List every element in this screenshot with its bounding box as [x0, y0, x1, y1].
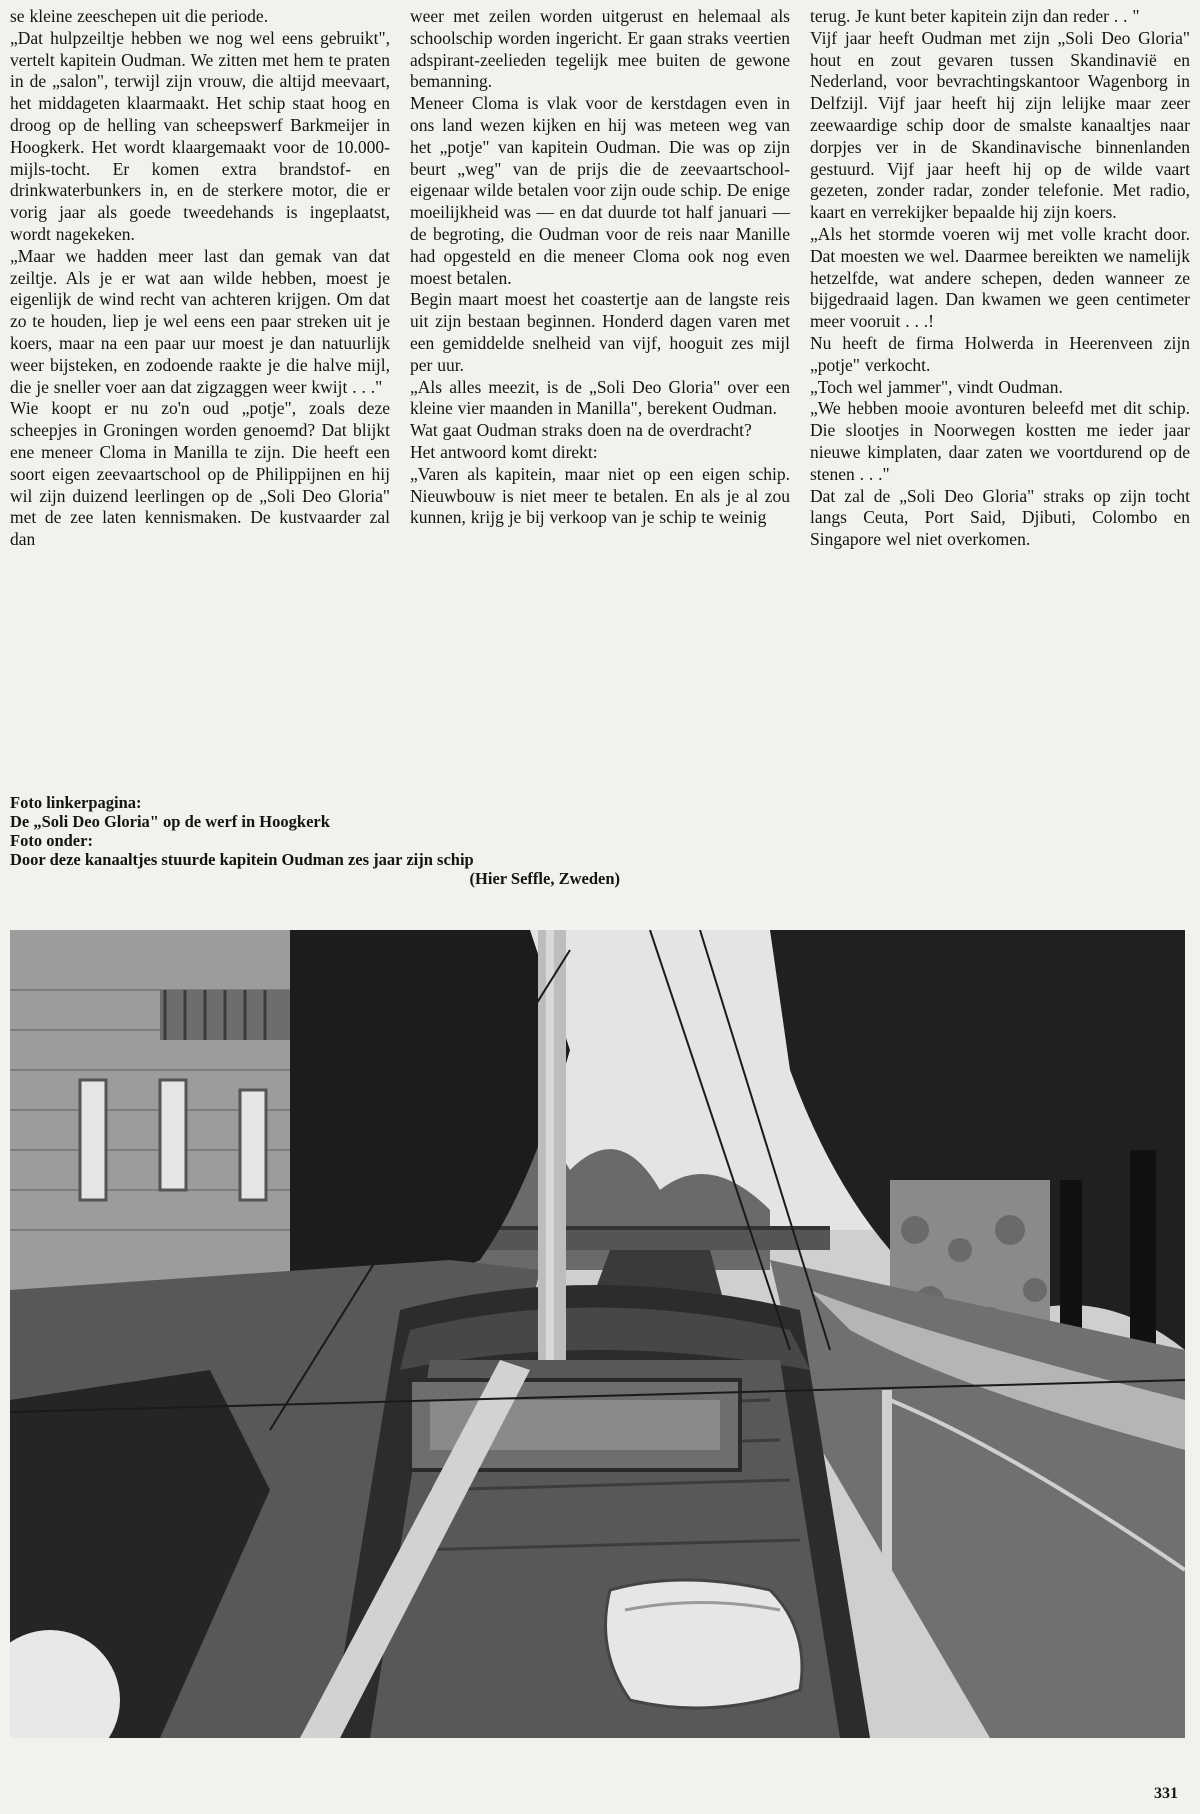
canal-photo	[10, 930, 1185, 1738]
paragraph: Wie koopt er nu zo'n oud „potje", zoals deze scheepjes in Groningen worden genoemd? Dat blijkt ene meneer Cloma in Manilla te zijn. Die heeft een soort eigen zeevaartschool op de Philippijnen en hij wil zijn duizend leerlingen op de „Soli Deo Gloria" met de zee laten kennismaken. De kustvaarder zal dan	[10, 398, 390, 550]
paragraph: „Toch wel jammer", vindt Oudman.	[810, 376, 1063, 397]
paragraph: „Als het stormde voeren wij met volle kracht door. Dat moesten we wel. Daarmee bereikten we namelijk hetzelfde, wat andere schepen, deden wanneer ze bijgedraaid lagen. Dan kwamen we geen centimeter meer vooruit . . .!	[810, 223, 1190, 332]
paragraph: terug. Je kunt beter kapitein zijn dan reder . . "	[810, 6, 1140, 26]
paragraph: „Als alles meezit, is de „Soli Deo Gloria" over een kleine vier maanden in Manilla", berekent Oudman.	[410, 376, 790, 419]
article-columns	[10, 6, 1190, 748]
paragraph: Nu heeft de firma Holwerda in Heerenveen zijn „potje" verkocht.	[810, 332, 1190, 375]
caption-line: (Hier Seffle, Zweden)	[469, 869, 620, 888]
caption-line: Foto linkerpagina:	[10, 793, 142, 812]
caption-line: De „Soli Deo Gloria" op de werf in Hoogkerk	[10, 812, 330, 831]
paragraph: „Varen als kapitein, maar niet op een eigen schip. Nieuwbouw is niet meer te betalen. En als je al zou kunnen, krijg je bij verkoop van je schip te weinig	[410, 463, 790, 528]
caption-line: Door deze kanaaltjes stuurde kapitein Oudman zes jaar zijn schip	[10, 850, 474, 869]
paragraph: „We hebben mooie avonturen beleefd met dit schip. Die slootjes in Noorwegen kostten me ieder jaar nieuwe kimplaten, daar zaten we voortdurend op de stenen . . ."	[810, 398, 1190, 484]
caption-line: Foto onder:	[10, 831, 93, 850]
paragraph: „Dat hulpzeiltje hebben we nog wel eens gebruikt", vertelt kapitein Oudman. We zitten met hem te praten in de „salon", terwijl zijn vrouw, die altijd meevaart, het middageten klaarmaakt. Het schip staat hoog en droog op de helling van scheepswerf Barkmeijer in Hoogkerk. Het wordt klaargemaakt voor de 10.000-mijls-tocht. Er komen extra brandstof- en drinkwaterbunkers in, en de sterkere motor, die er vorig jaar als goede tweedehands is ingeplaatst, wordt nagekeken.	[10, 27, 390, 244]
paragraph: Vijf jaar heeft Oudman met zijn „Soli Deo Gloria" hout en zout gevaren tussen Skandinavië en Nederland, voor bevrachtingskantoor Wagenborg in Delfzijl. Vijf jaar heeft hij zijn lelijke maar zeer zeewaardige schip door de smalste kanaaltjes naar dorpjes ver in de Skandinavische binnenlanden gestuurd. Vijf jaar heeft hij op de wilde vaart gezeten, zonder radar, zonder telefonie. Met radio, kaart en verrekijker bepaalde hij zijn koers.	[810, 27, 1190, 223]
paragraph: weer met zeilen worden uitgerust en helemaal als schoolschip worden ingericht. Er gaan straks veertien adspirant-zeelieden tegelijk mee buiten de gewone bemanning.	[410, 6, 790, 92]
paragraph: Begin maart moest het coastertje aan de langste reis uit zijn bestaan beginnen. Honderd dagen varen met een gemiddelde snelheid van vijf, hooguit zes mijl per uur.	[410, 289, 790, 375]
paragraph: „Maar we hadden meer last dan gemak van dat zeiltje. Als je er wat aan wilde hebben, moest je eigenlijk de wind recht van achteren krijgen. Om dat zo te houden, liep je wel eens een paar streken uit je koers, maar na een paar uur moest je dan natuurlijk weer bijsteken, en zodoende raakte je die halve mijl, die je sneller voer aan dat zigzaggen weer kwijt . . ."	[10, 245, 390, 397]
column-2	[410, 6, 790, 748]
paragraph: Meneer Cloma is vlak voor de kerstdagen even in ons land wezen kijken en hij was meteen weg van het „potje" van kapitein Oudman. Die was op zijn beurt „weg" van de prijs die de zeevaartschool-eigenaar wilde betalen voor zijn oude schip. De enige moeilijkheid was — en dat duurde tot half januari — de begroting, die Oudman voor de reis naar Manille had opgesteld en die meneer Cloma ook nog even moest betalen.	[410, 93, 790, 288]
paragraph: Het antwoord komt direkt:	[410, 441, 598, 462]
paragraph: Dat zal de „Soli Deo Gloria" straks op zijn tocht langs Ceuta, Port Said, Djibuti, Colombo en Singapore wel niet overkomen.	[810, 485, 1190, 550]
paragraph: se kleine zeeschepen uit die periode.	[10, 6, 269, 26]
canal-photo-illustration	[10, 930, 1185, 1738]
column-1	[10, 6, 390, 748]
column-3	[810, 6, 1190, 748]
page-number: 331	[1154, 1785, 1178, 1802]
photo-caption	[10, 793, 620, 888]
paragraph: Wat gaat Oudman straks doen na de overdracht?	[410, 420, 752, 441]
